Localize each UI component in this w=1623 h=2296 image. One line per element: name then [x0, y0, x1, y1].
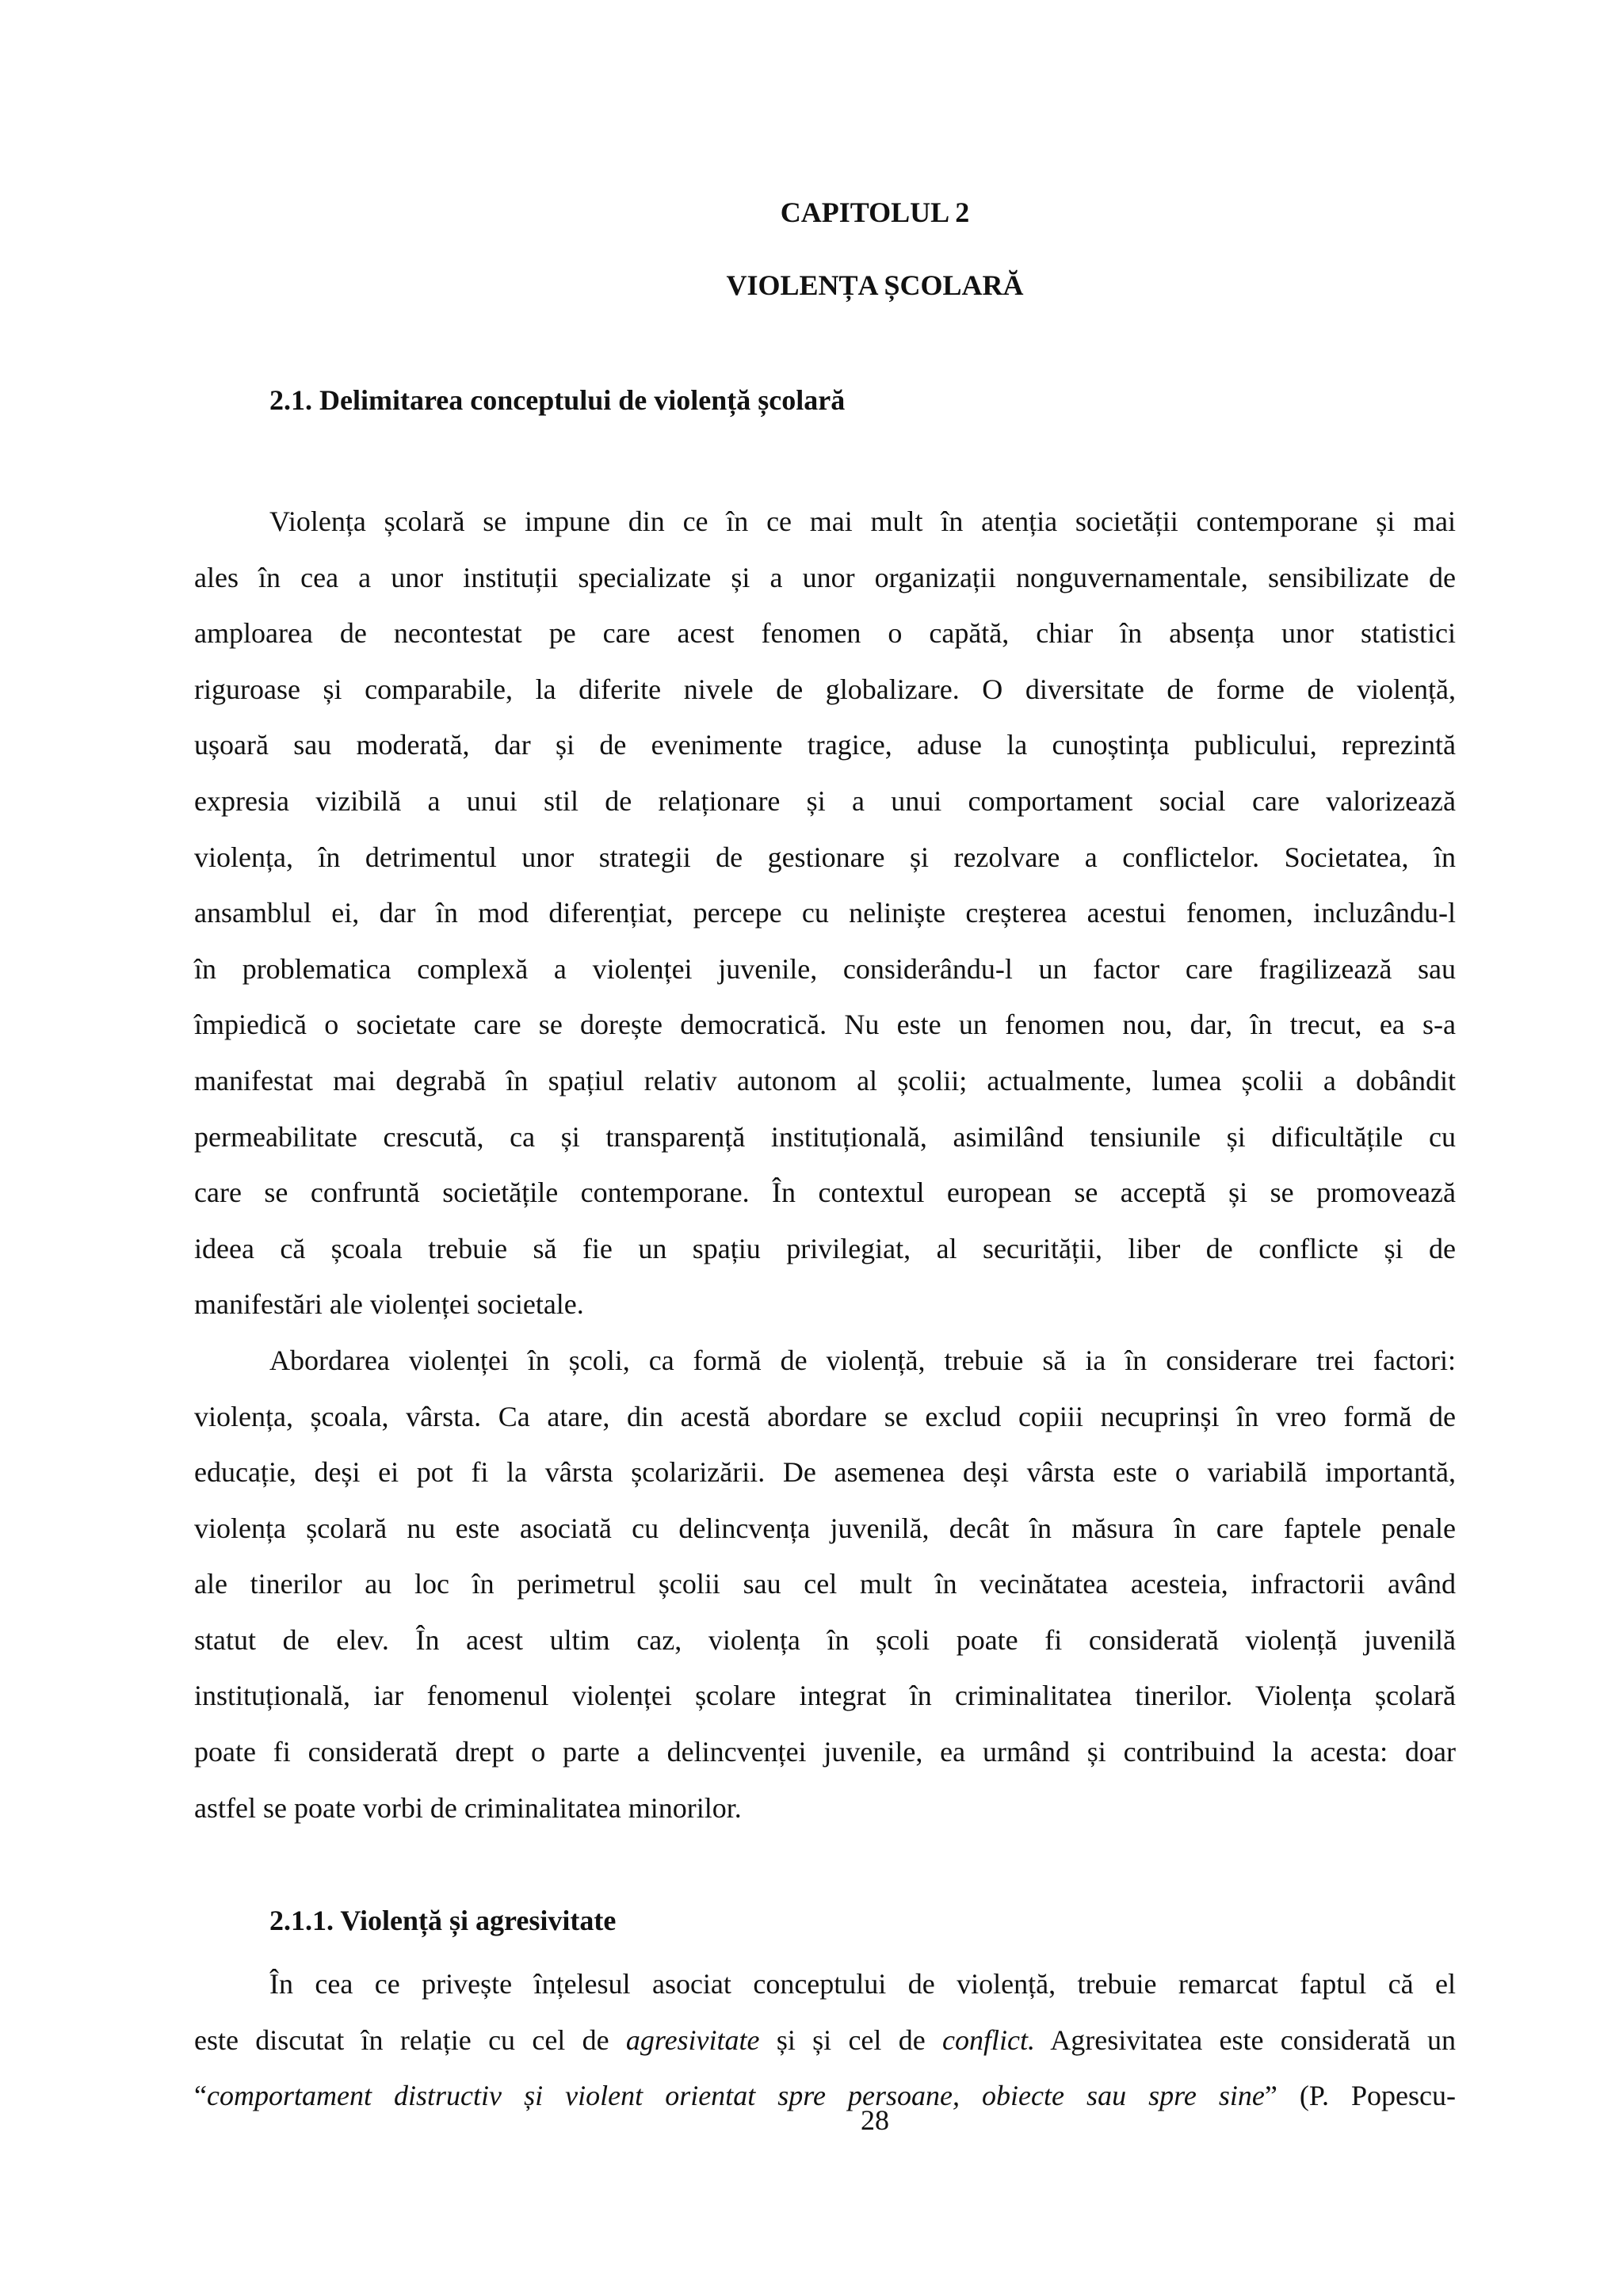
text-line: educație, deși ei pot fi la vârsta școlarizării. De asemenea deși vârsta este o variabilă importantă,	[194, 1456, 1456, 1489]
text-run: Agresivitatea este considerată un	[1034, 2023, 1456, 2056]
italic-term: conflict.	[942, 2023, 1035, 2056]
text-line: permeabilitate crescută, ca și transparență instituțională, asimilând tensiunile și dificultățile cu	[194, 1120, 1456, 1153]
paragraph	[194, 1956, 1456, 2124]
text-line: violența școlară nu este asociată cu delincvența juvenilă, decât în măsura în care faptele penale	[194, 1512, 1456, 1544]
chapter-title: VIOLENȚA ȘCOLARĂ	[726, 269, 1024, 301]
body-text	[194, 494, 1456, 1836]
text-line: amploarea de necontestat pe care acest fenomen o capătă, chiar în absența unor statistici	[194, 617, 1456, 650]
text-line: ansamblul ei, dar în mod diferențiat, percepe cu neliniște creșterea acestui fenomen, incluzându-l	[194, 897, 1456, 929]
text-line: manifestări ale violenței societale.	[194, 1288, 584, 1321]
text-run: și și cel de	[759, 2023, 942, 2056]
text-line: riguroase și comparabile, la diferite nivele de globalizare. O diversitate de forme de violență,	[194, 673, 1456, 705]
text-line: astfel se poate vorbi de criminalitatea minorilor.	[194, 1791, 742, 1824]
page-number: 28	[861, 2104, 889, 2136]
text-line: Abordarea violenței în școli, ca formă de violență, trebuie să ia în considerare trei factori:	[269, 1344, 1456, 1376]
text-line: Violența școlară se impune din ce în ce mai mult în atenția societății contemporane și mai	[269, 505, 1456, 537]
italic-quote: comportament distructiv și violent orientat spre persoane, obiecte sau spre sine	[206, 2080, 1265, 2112]
body-text	[194, 1956, 1456, 2124]
paragraph	[194, 494, 1456, 1333]
text-line: statut de elev. În acest ultim caz, violența în școli poate fi considerată violență juvenilă	[194, 1623, 1456, 1656]
text-line: expresia vizibilă a unui stil de relaționare și a unui comportament social care valorizează	[194, 784, 1456, 817]
text-line: ale tinerilor au loc în perimetrul școlii sau cel mult în vecinătatea acesteia, infractorii având	[194, 1568, 1456, 1600]
text-line: care se confruntă societățile contemporane. În contextul european se acceptă și se promovează	[194, 1177, 1456, 1209]
text-run: ” (P. Popescu-	[1264, 2080, 1456, 2112]
text-line: violența, în detrimentul unor strategii de gestionare și rezolvare a conflictelor. Societatea, în	[194, 841, 1456, 873]
paragraph	[194, 1333, 1456, 1836]
italic-term: agresivitate	[625, 2023, 760, 2056]
text-line: în problematica complexă a violenței juvenile, considerându-l un factor care fragilizează sau	[194, 952, 1456, 985]
subsection-heading: 2.1.1. Violență și agresivitate	[269, 1905, 617, 1936]
text-line	[194, 2012, 1456, 2069]
text-line: ideea că școala trebuie să fie un spațiu privilegiat, al securității, liber de conflicte și de	[194, 1232, 1456, 1264]
text-line: manifestat mai degrabă în spațiul relativ autonom al școlii; actualmente, lumea școlii a dobândit	[194, 1064, 1456, 1097]
text-line: ușoară sau moderată, dar și de evenimente tragice, aduse la cunoștința publicului, reprezintă	[194, 729, 1456, 761]
section-heading: 2.1. Delimitarea conceptului de violență școlară	[269, 384, 846, 416]
text-line: împiedică o societate care se dorește democratică. Nu este un fenomen nou, dar, în trecut, ea s-a	[194, 1009, 1456, 1041]
chapter-label: CAPITOLUL 2	[780, 196, 970, 228]
text-line: violența, școala, vârsta. Ca atare, din acestă abordare se exclud copiii necuprinși în vreo formă de	[194, 1400, 1456, 1432]
text-line: instituțională, iar fenomenul violenței școlare integrat în criminalitatea tinerilor. Violența școlară	[194, 1680, 1456, 1712]
text-line: ales în cea a unor instituții specializate și a unor organizații nonguvernamentale, sensibilizate de	[194, 561, 1456, 593]
text-line: În cea ce privește înțelesul asociat conceptului de violență, trebuie remarcat faptul că el	[269, 1968, 1456, 2000]
text-run: este discutat în relație cu cel de	[194, 2023, 626, 2056]
text-line: poate fi considerată drept o parte a delincvenței juvenile, ea urmând și contribuind la acesta: doar	[194, 1736, 1456, 1768]
text-run: “	[194, 2080, 207, 2112]
